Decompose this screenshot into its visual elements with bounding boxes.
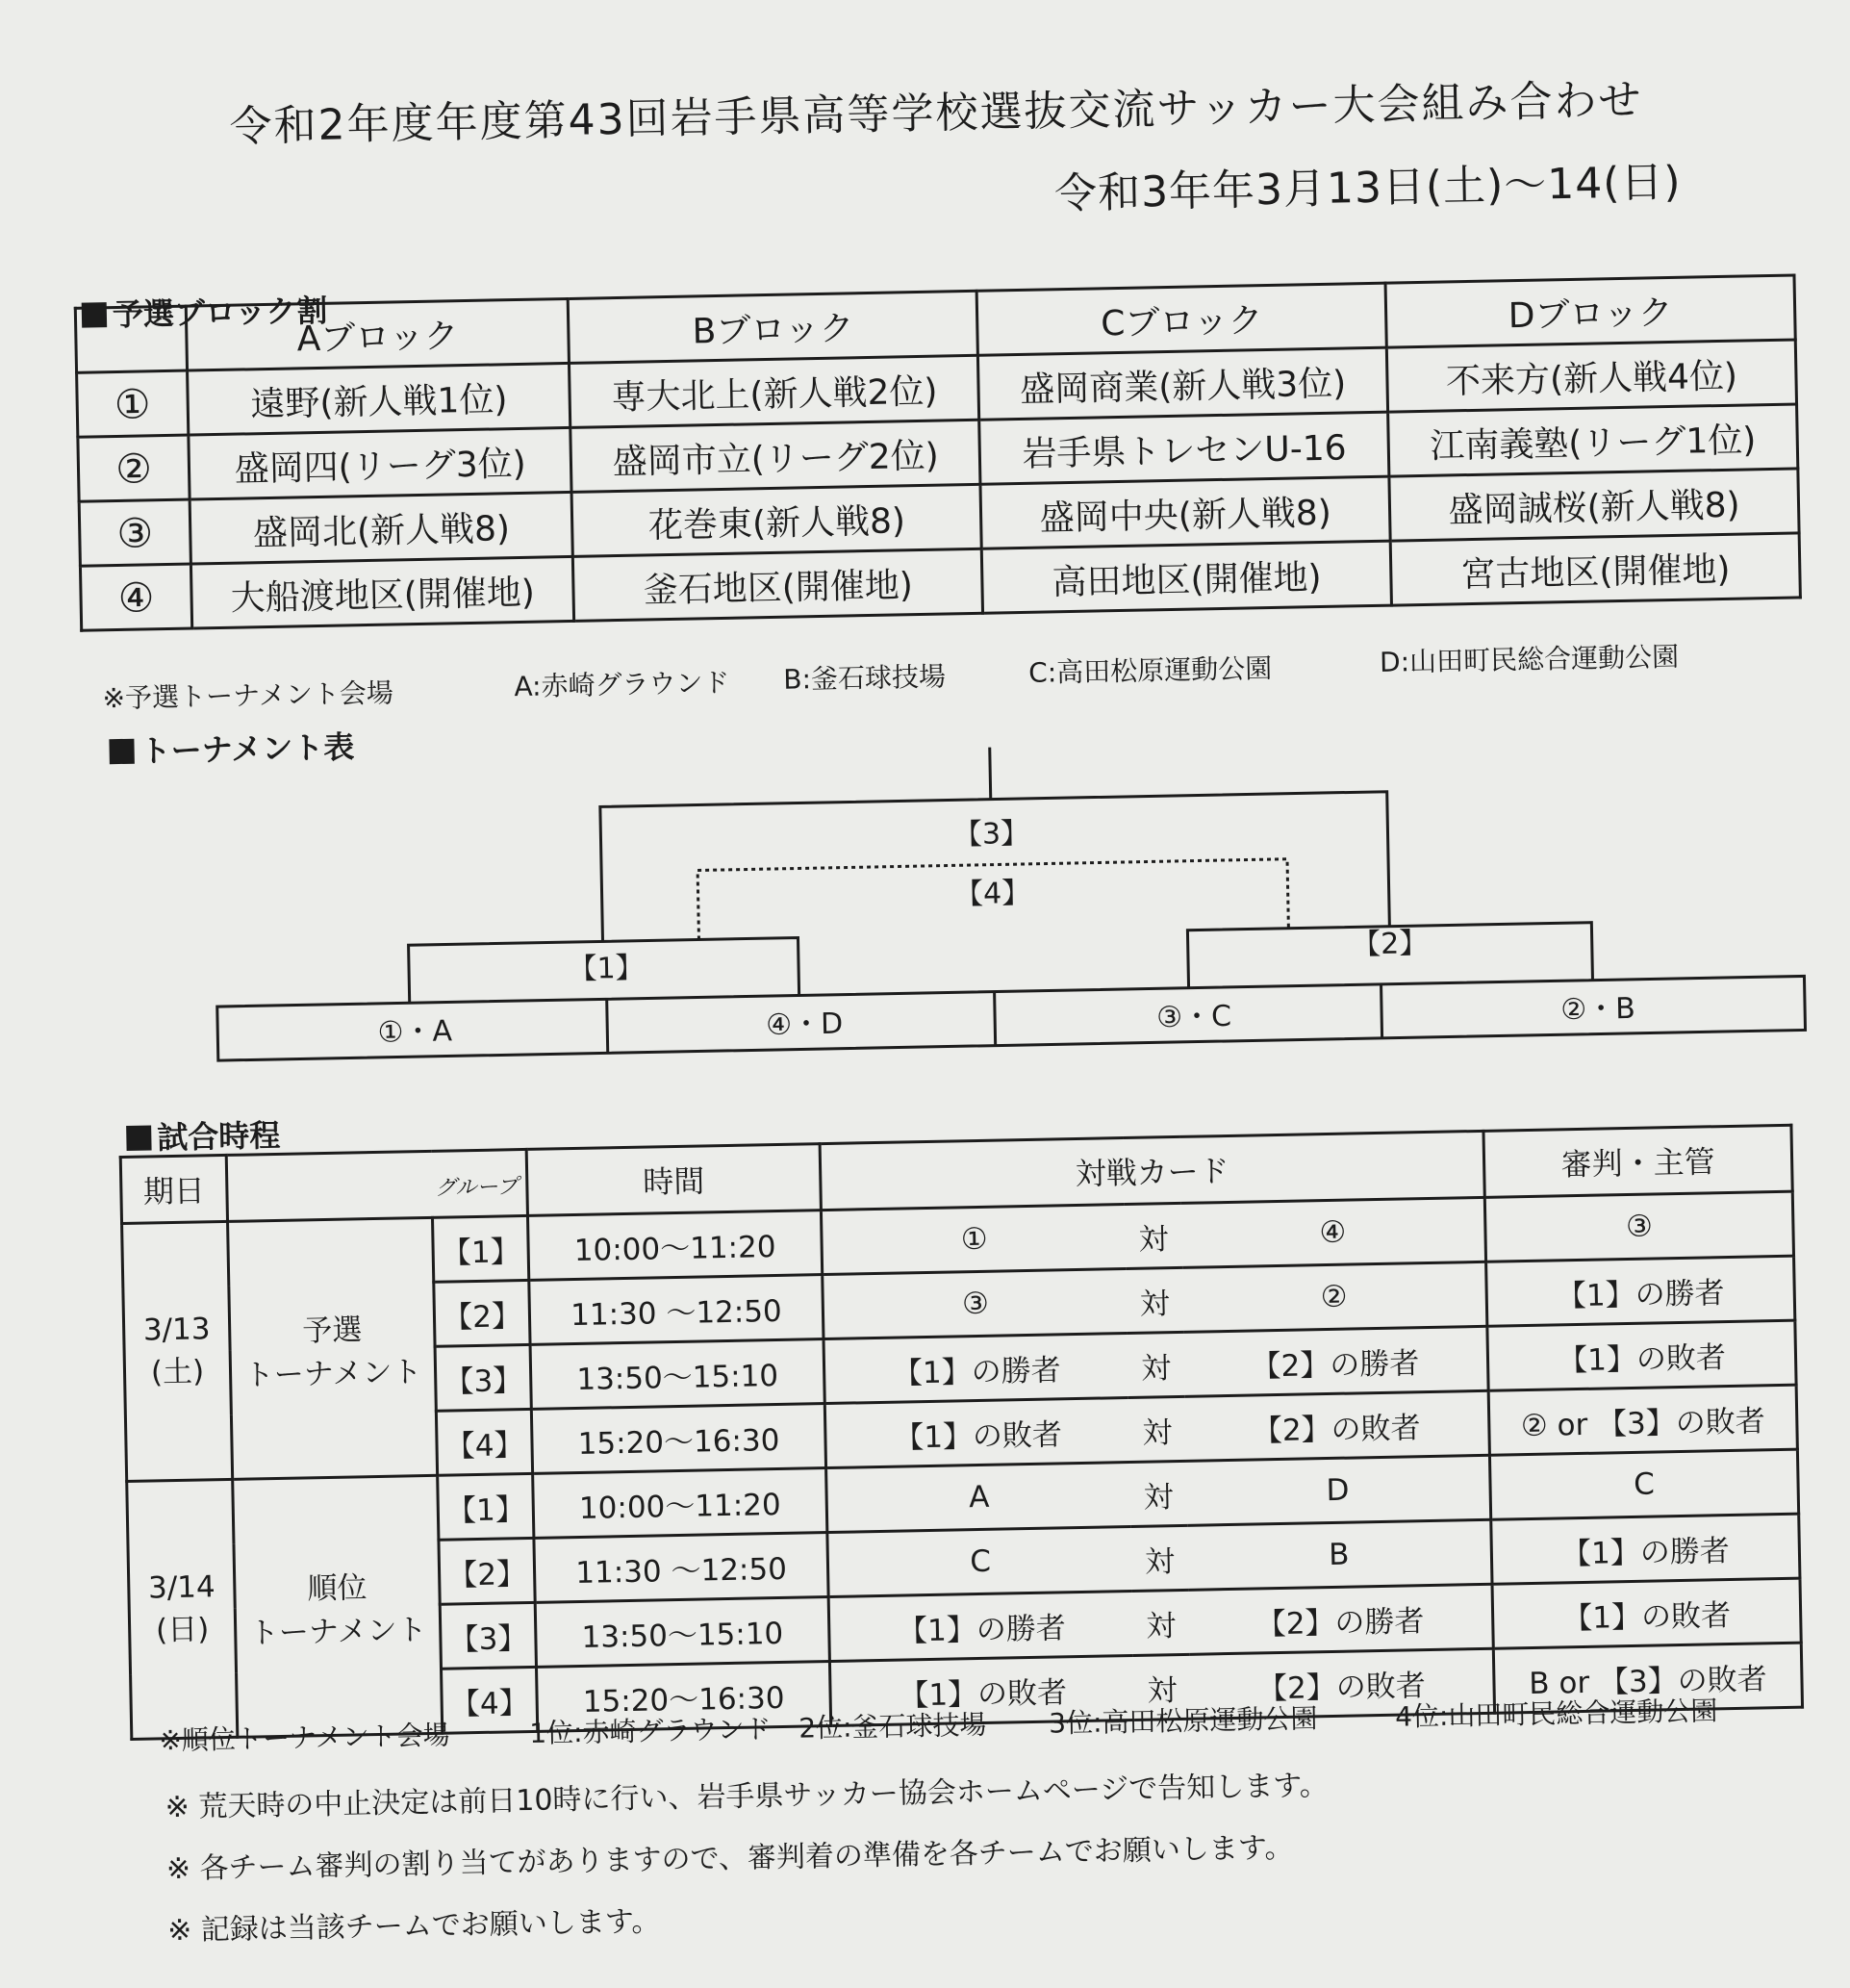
- team-cell: 宮古地区(開催地): [1390, 533, 1800, 605]
- team-cell: 高田地区(開催地): [981, 541, 1391, 613]
- match-number: 【2】: [434, 1280, 530, 1346]
- team-cell: 釜石地区(開催地): [573, 548, 983, 621]
- away-team: 【2】の敗者: [1184, 1390, 1489, 1461]
- header-time: 時間: [526, 1144, 821, 1216]
- match-time: 11:30 〜12:50: [529, 1275, 824, 1345]
- block-venue-c: C:高田松原運動公園: [1027, 651, 1273, 689]
- home-team: 【1】の勝者: [824, 1334, 1128, 1404]
- schedule-table: [119, 1124, 1804, 1741]
- square-bullet-icon: [126, 1125, 151, 1150]
- bracket-final-line: [990, 748, 991, 800]
- match-time: 15:20〜16:30: [531, 1404, 825, 1474]
- block-header-d: Dブロック: [1385, 275, 1795, 347]
- day-cell: 3/14 (日): [127, 1479, 238, 1739]
- bracket-divider: [995, 992, 996, 1046]
- block-section-heading: 予選ブロック割: [81, 287, 327, 336]
- team-cell: 専大北上(新人戦2位): [570, 355, 979, 427]
- match-number: 【1】: [438, 1473, 534, 1540]
- team-cell: 遠野(新人戦1位): [188, 363, 571, 435]
- team-cell: 盛岡中央(新人戦8): [980, 476, 1390, 548]
- block-venue-note: ※予選トーナメント会場: [102, 676, 394, 715]
- block-header-c: Cブロック: [976, 283, 1386, 355]
- document-title: 令和2年度年度第43回岩手県高等学校選抜交流サッカー大会組み合わせ: [229, 75, 1643, 152]
- away-team: 【2】の勝者: [1183, 1326, 1488, 1396]
- bracket-divider: [1381, 984, 1382, 1038]
- vs-label: 対: [1125, 1203, 1182, 1268]
- vs-label: 対: [1126, 1267, 1183, 1333]
- home-team: 【1】の勝者: [828, 1591, 1133, 1661]
- team-cell: 江南義塾(リーグ1位): [1388, 404, 1798, 476]
- slot-2: ④・D: [765, 1007, 844, 1043]
- tournament-heading: トーナメント表: [109, 723, 355, 772]
- schedule-heading: 試合時程: [126, 1111, 281, 1159]
- match-time: 10:00〜11:20: [527, 1211, 822, 1281]
- referee: C: [1489, 1449, 1798, 1519]
- match-label-3: 【3】: [952, 816, 1030, 853]
- group-cell: 順位 トーナメント: [233, 1475, 443, 1737]
- vs-label: 対: [1131, 1525, 1189, 1591]
- ranking-venue-1: 1位:赤崎グラウンド: [528, 1713, 772, 1750]
- away-team: ②: [1182, 1262, 1487, 1332]
- match-number: 【4】: [442, 1667, 538, 1733]
- match-time: 13:50〜15:10: [530, 1339, 824, 1410]
- footnote: ※ 荒天時の中止決定は前日10時に行い、岩手県サッカー協会ホームページで告知します。: [165, 1769, 1330, 1825]
- referee: 【1】の敗者: [1487, 1320, 1796, 1390]
- slot-4: ②・B: [1559, 991, 1636, 1028]
- match-number: 【1】: [433, 1215, 529, 1282]
- referee: 【1】の勝者: [1491, 1514, 1800, 1584]
- match-label-4: 【4】: [953, 876, 1031, 912]
- team-cell: 盛岡市立(リーグ2位): [570, 420, 980, 492]
- seed-number: ③: [79, 499, 190, 566]
- block-header-b: Bブロック: [569, 291, 978, 363]
- bracket-divider: [607, 999, 608, 1053]
- match-label-2: 【2】: [1351, 926, 1429, 962]
- team-cell: 花巻東(新人戦8): [571, 484, 981, 556]
- footnote: ※ 記録は当該チームでお願いします。: [166, 1904, 661, 1949]
- block-venue-b: B:釜石球技場: [783, 660, 947, 696]
- team-cell: 不来方(新人戦4位): [1386, 340, 1796, 412]
- match-label-1: 【1】: [568, 951, 645, 987]
- block-header-a: Aブロック: [186, 298, 570, 370]
- match-time: 10:00〜11:20: [533, 1468, 827, 1539]
- team-cell: 盛岡誠桜(新人戦8): [1389, 469, 1799, 541]
- match-number: 【3】: [435, 1344, 531, 1411]
- team-cell: 盛岡四(リーグ3位): [189, 427, 572, 499]
- away-team: ④: [1181, 1197, 1486, 1267]
- vs-label: 対: [1128, 1332, 1185, 1397]
- home-team: ①: [821, 1205, 1126, 1275]
- team-cell: 盛岡北(新人戦8): [190, 492, 573, 564]
- vs-label: 対: [1129, 1461, 1187, 1526]
- header-group: グループ: [434, 1175, 519, 1201]
- home-team: A: [826, 1462, 1131, 1532]
- day-cell: 3/13 (土): [122, 1221, 233, 1481]
- referee: ② or 【3】の敗者: [1488, 1385, 1797, 1455]
- away-team: 【2】の勝者: [1188, 1584, 1493, 1654]
- referee: B or 【3】の敗者: [1493, 1643, 1802, 1713]
- block-venue-a: A:赤崎グラウンド: [514, 666, 730, 703]
- match-number: 【4】: [437, 1409, 533, 1475]
- away-team: B: [1187, 1519, 1492, 1590]
- home-team: C: [827, 1526, 1132, 1596]
- footnote: ※ 各チーム審判の割り当てがありますので、審判着の準備を各チームでお願いします。: [165, 1830, 1294, 1887]
- header-referee: 審判・主管: [1483, 1125, 1792, 1197]
- block-table: [74, 273, 1802, 631]
- away-team: D: [1186, 1455, 1491, 1525]
- seed-number: ②: [78, 435, 190, 501]
- bracket-match-3: [600, 792, 1390, 942]
- match-time: 15:20〜16:30: [536, 1662, 830, 1732]
- home-team: 【1】の敗者: [824, 1397, 1129, 1467]
- team-cell: 盛岡商業(新人戦3位): [978, 347, 1388, 420]
- vs-label: 対: [1132, 1590, 1190, 1655]
- home-team: ③: [823, 1269, 1128, 1339]
- group-cell: 予選 トーナメント: [228, 1217, 438, 1479]
- referee: 【1】の敗者: [1492, 1578, 1801, 1648]
- away-team: 【2】の敗者: [1190, 1648, 1495, 1719]
- ranking-venue-4: 4位:山田町民総合運動公園: [1394, 1695, 1718, 1733]
- referee: 【1】の勝者: [1486, 1256, 1795, 1326]
- seed-number: ④: [80, 564, 191, 630]
- match-number: 【2】: [439, 1538, 535, 1604]
- slot-3: ③・C: [1155, 999, 1232, 1035]
- block-venue-d: D:山田町民総合運動公園: [1379, 640, 1680, 678]
- tournament-bracket: [0, 714, 1850, 1096]
- ranking-venue-3: 3位:高田松原運動公園: [1048, 1702, 1318, 1740]
- vs-label: 対: [1133, 1654, 1191, 1720]
- match-time: 13:50〜15:10: [535, 1597, 829, 1668]
- home-team: 【1】の敗者: [829, 1655, 1134, 1725]
- ranking-venue-note: ※順位トーナメント会場: [159, 1719, 450, 1757]
- team-cell: 岩手県トレセンU-16: [979, 412, 1389, 484]
- event-date: 令和3年年3月13日(土)〜14(日): [1053, 157, 1683, 219]
- match-time: 11:30 〜12:50: [534, 1533, 828, 1603]
- seed-number: ①: [77, 370, 189, 437]
- vs-label: 対: [1128, 1396, 1186, 1462]
- slot-1: ①・A: [377, 1014, 453, 1050]
- ranking-venue-2: 2位:釜石球技場: [798, 1708, 987, 1745]
- team-cell: 大船渡地区(開催地): [190, 556, 574, 628]
- referee: ③: [1484, 1191, 1793, 1262]
- header-day: 期日: [120, 1155, 227, 1223]
- header-card: 対戦カード: [820, 1131, 1484, 1210]
- match-number: 【3】: [440, 1602, 536, 1669]
